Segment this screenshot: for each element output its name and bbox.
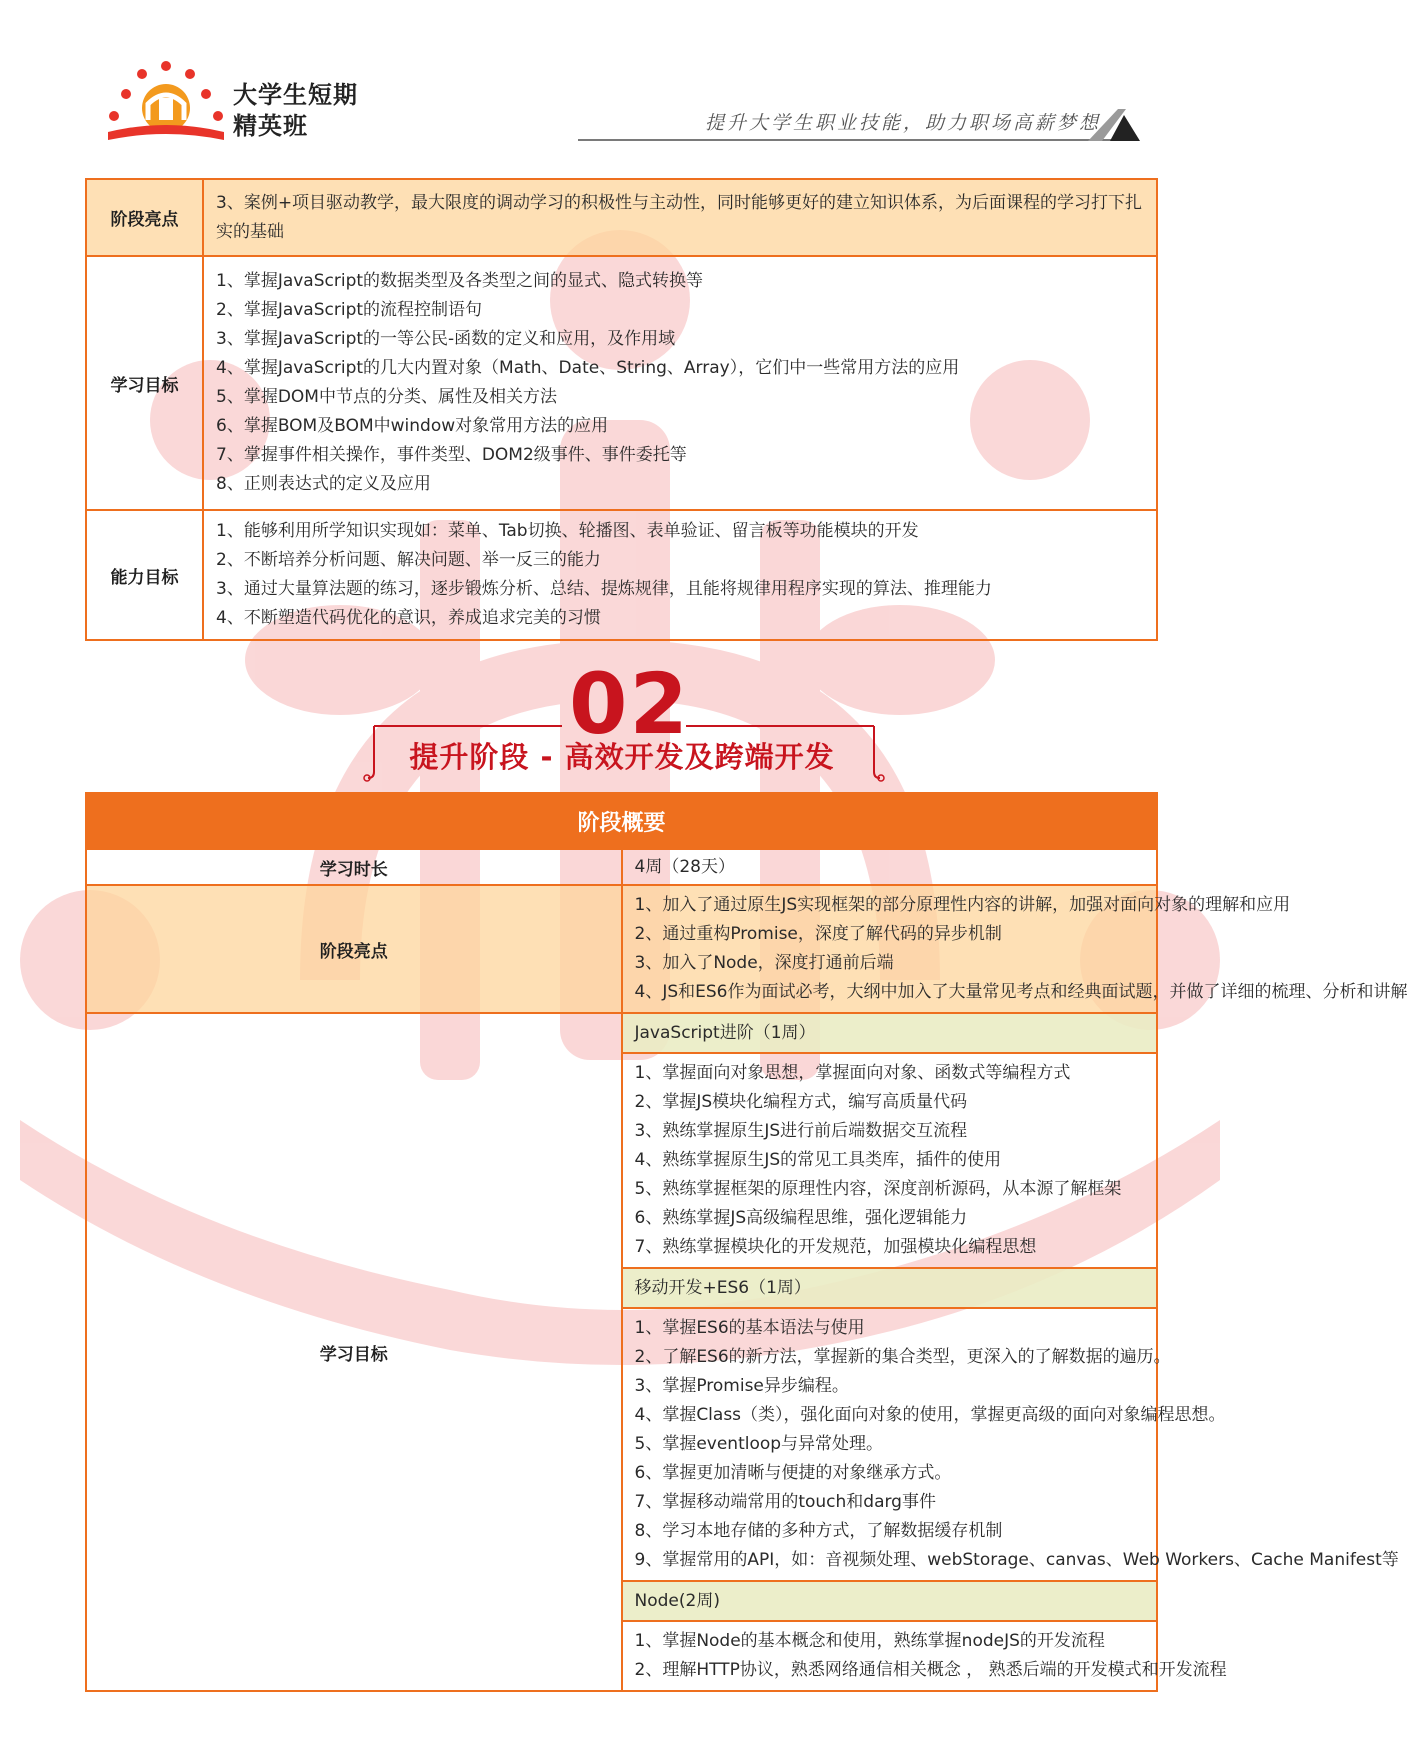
brand-line-1: 大学生短期 [233, 81, 358, 109]
stage-title: 提升阶段 - 高效开发及跨端开发 [409, 740, 835, 774]
row-content [622, 849, 1158, 885]
brand-name [233, 80, 358, 142]
list-item: 2、掌握JavaScript的流程控制语句 [216, 300, 483, 320]
module-list [623, 1622, 1227, 1690]
list-item: 6、熟练掌握JS高级编程思维，强化逻辑能力 [634, 1208, 968, 1228]
list-item: 5、掌握DOM中节点的分类、属性及相关方法 [216, 387, 557, 407]
module-title: JavaScript进阶（1周） [623, 1014, 1157, 1054]
stage-number: 02 [569, 655, 690, 753]
list-item: 6、掌握更加清晰与便捷的对象继承方式。 [634, 1463, 952, 1483]
row-content [622, 885, 1407, 1013]
brand-line-2: 精英班 [233, 112, 308, 140]
list-item: 2、了解ES6的新方法，掌握新的集合类型，更深入的了解数据的遍历。 [634, 1347, 1171, 1367]
row-label: 能力目标 [86, 510, 203, 640]
row-label: 学习时长 [86, 849, 622, 885]
table-row [86, 256, 1157, 510]
list-item: 5、熟练掌握框架的原理性内容，深度剖析源码，从本源了解框架 [634, 1179, 1122, 1199]
list-item: 1、加入了通过原生JS实现框架的部分原理性内容的讲解，加强对面向对象的理解和应用 [634, 895, 1291, 915]
brand-logo [104, 58, 224, 144]
list-item: 3、掌握Promise异步编程。 [634, 1376, 849, 1396]
list-item: 4、熟练掌握原生JS的常见工具类库，插件的使用 [634, 1150, 1002, 1170]
list-item: 7、熟练掌握模块化的开发规范，加强模块化编程思想 [634, 1237, 1037, 1257]
list-item: 1、掌握Node的基本概念和使用，熟练掌握nodeJS的开发流程 [634, 1631, 1105, 1651]
module-list [623, 1309, 1399, 1580]
module-title: Node(2周) [623, 1580, 1157, 1622]
table-row [86, 885, 1157, 1013]
list-item: 2、不断培养分析问题、解决问题、举一反三的能力 [216, 550, 601, 570]
list-item: 4、掌握JavaScript的几大内置对象（Math、Date、String、Array），它们中一些常用方法的应用 [216, 358, 960, 378]
list-item: 3、掌握JavaScript的一等公民-函数的定义和应用，及作用域 [216, 329, 676, 349]
table-header: 阶段概要 [86, 793, 1157, 849]
stage1-table [85, 178, 1158, 641]
row-content [622, 1013, 1399, 1691]
row-content [203, 510, 1157, 640]
list-item: 8、学习本地存储的多种方式，了解数据缓存机制 [634, 1521, 1003, 1541]
list-item: 2、理解HTTP协议，熟悉网络通信相关概念 ， 熟悉后端的开发模式和开发流程 [634, 1660, 1227, 1680]
list-item: 3、案例+项目驱动教学，最大限度的调动学习的积极性与主动性，同时能够更好的建立知识体系，为后面课程的学习打下扎实的基础 [216, 192, 1143, 242]
list-item: 8、正则表达式的定义及应用 [216, 474, 431, 494]
row-content [203, 179, 1157, 256]
list-item: 2、掌握JS模块化编程方式，编写高质量代码 [634, 1092, 968, 1112]
corner-mark-icon [1088, 109, 1140, 141]
row-label: 学习目标 [86, 256, 203, 510]
list-item: 3、通过大量算法题的练习，逐步锻炼分析、总结、提炼规律，且能将规律用程序实现的算法、推理能力 [216, 579, 992, 599]
duration-value: 4周（28天） [634, 856, 735, 877]
list-item: 1、掌握面向对象思想，掌握面向对象、函数式等编程方式 [634, 1063, 1071, 1083]
list-item: 1、掌握ES6的基本语法与使用 [634, 1318, 865, 1338]
list-item: 9、掌握常用的API，如：音视频处理、webStorage、canvas、Web Workers、Cache Manifest等 [634, 1550, 1399, 1570]
module-list [623, 1054, 1157, 1267]
list-item: 5、掌握eventloop与异常处理。 [634, 1434, 884, 1454]
stage2-table [85, 792, 1407, 1692]
list-item: 4、掌握Class（类），强化面向对象的使用，掌握更高级的面向对象编程思想。 [634, 1405, 1226, 1425]
table-header-row [86, 793, 1157, 849]
row-label: 阶段亮点 [86, 885, 622, 1013]
list-item: 6、掌握BOM及BOM中window对象常用方法的应用 [216, 416, 609, 436]
table-row [86, 849, 1157, 885]
row-label: 学习目标 [86, 1013, 622, 1691]
slogan: 提升大学生职业技能，助力职场高薪梦想 [704, 112, 1101, 134]
list-item: 4、JS和ES6作为面试必考，大纲中加入了大量常见考点和经典面试题，并做了详细的梳理、分析和讲解 [634, 982, 1407, 1002]
table-row [86, 179, 1157, 256]
row-content [203, 256, 1157, 510]
table-row [86, 510, 1157, 640]
list-item: 1、能够利用所学知识实现如：菜单、Tab切换、轮播图、表单验证、留言板等功能模块的开发 [216, 521, 919, 541]
row-label: 阶段亮点 [86, 179, 203, 256]
table-row [86, 1013, 1157, 1691]
header-divider [578, 139, 1131, 141]
list-item: 3、熟练掌握原生JS进行前后端数据交互流程 [634, 1121, 968, 1141]
list-item: 7、掌握移动端常用的touch和darg事件 [634, 1492, 936, 1512]
list-item: 2、通过重构Promise，深度了解代码的异步机制 [634, 924, 1002, 944]
list-item: 1、掌握JavaScript的数据类型及各类型之间的显式、隐式转换等 [216, 271, 704, 291]
module-title: 移动开发+ES6（1周） [623, 1267, 1157, 1309]
list-item: 4、不断塑造代码优化的意识，养成追求完美的习惯 [216, 608, 601, 628]
list-item: 7、掌握事件相关操作，事件类型、DOM2级事件、事件委托等 [216, 445, 687, 465]
list-item: 3、加入了Node，深度打通前后端 [634, 953, 894, 973]
